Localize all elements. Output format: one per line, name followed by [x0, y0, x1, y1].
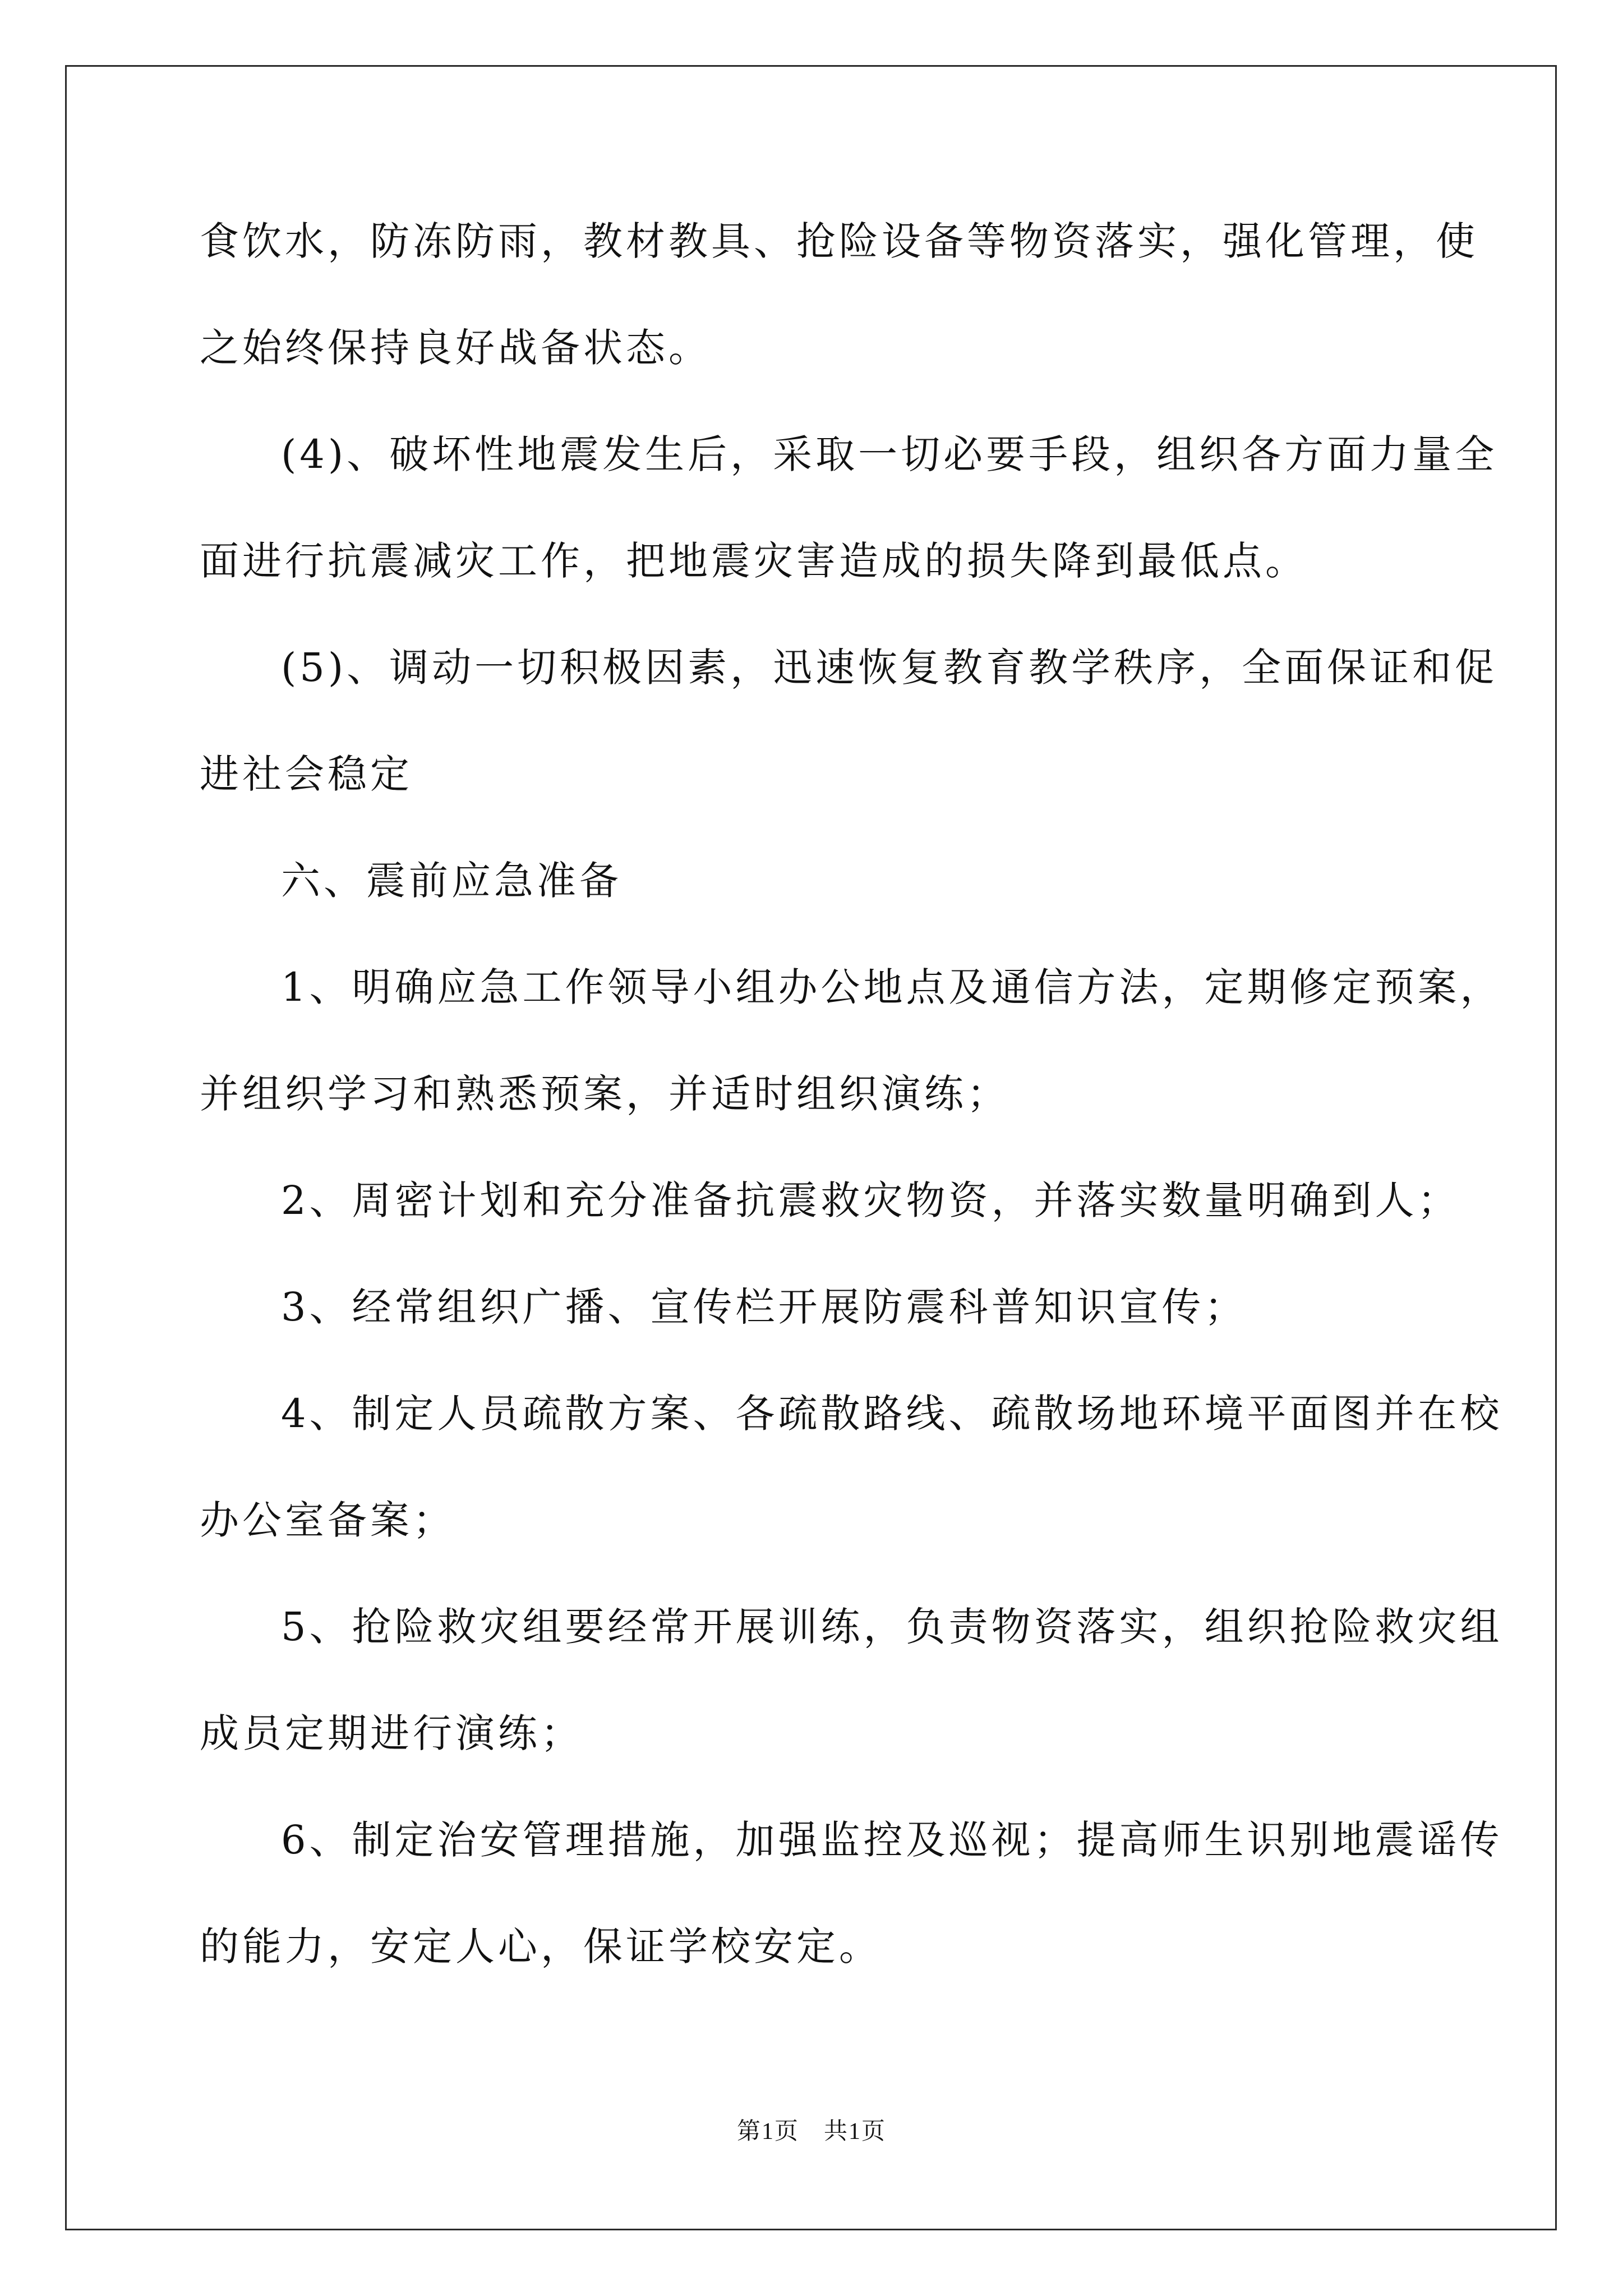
text-line: 食饮水，防冻防雨，教材教具、抢险设备等物资落实，强化管理，使: [200, 218, 1478, 264]
text-line: 1、明确应急工作领导小组办公地点及通信方法，定期修定预案，: [281, 964, 1503, 1010]
text-line: 面进行抗震减灾工作，把地震灾害造成的损失降到最低点。: [200, 538, 1308, 584]
text-line: (4)、破坏性地震发生后，采取一切必要手段，组织各方面力量全: [281, 431, 1498, 477]
text-line: 之始终保持良好战备状态。: [200, 325, 711, 371]
text-line: 2、周密计划和充分准备抗震救灾物资，并落实数量明确到人；: [281, 1177, 1460, 1223]
text-line: 的能力，安定人心，保证学校安定。: [200, 1924, 882, 1970]
section-heading: 六、震前应急准备: [281, 858, 622, 904]
text-line: 成员定期进行演练；: [200, 1710, 583, 1756]
text-line: 3、经常组织广播、宣传栏开展防震科普知识宣传；: [281, 1284, 1247, 1330]
text-line: 4、制定人员疏散方案、各疏散路线、疏散场地环境平面图并在校: [281, 1391, 1503, 1437]
page-number: 第1页: [736, 2119, 799, 2145]
text-line: 进社会稳定: [200, 751, 413, 797]
page-footer: [0, 2118, 1623, 2146]
text-line: 办公室备案；: [200, 1497, 455, 1543]
text-line: 并组织学习和熟悉预案，并适时组织演练；: [200, 1071, 1009, 1117]
text-line: (5)、调动一切积极因素，迅速恢复教育教学秩序，全面保证和促: [281, 645, 1498, 691]
text-line: 6、制定治安管理措施，加强监控及巡视；提高师生识别地震谣传: [281, 1817, 1503, 1863]
page-border: [65, 65, 1557, 2230]
page-total: 共1页: [824, 2119, 887, 2145]
text-line: 5、抢险救灾组要经常开展训练，负责物资落实，组织抢险救灾组: [281, 1604, 1503, 1650]
